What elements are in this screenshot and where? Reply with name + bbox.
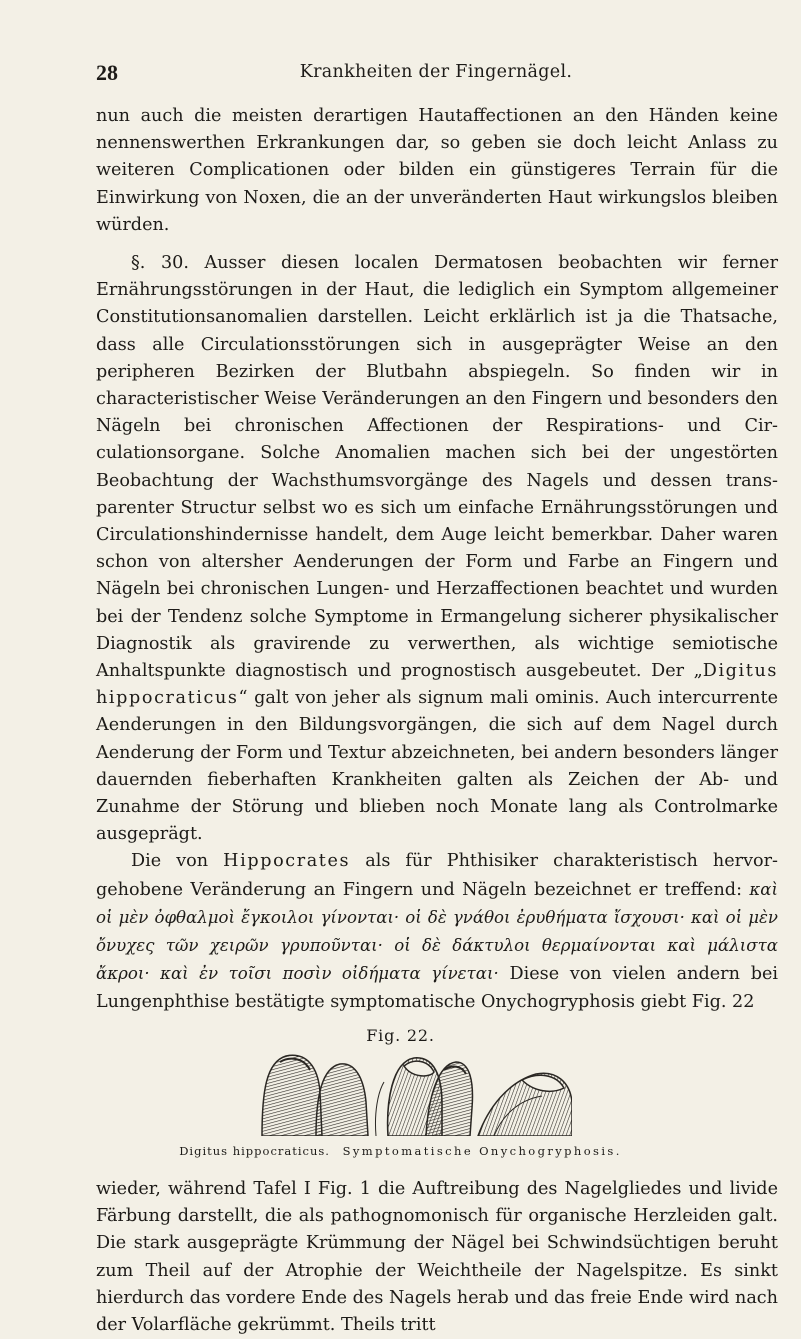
hippocrates-before: Die von <box>131 851 224 872</box>
main-text <box>96 103 778 1016</box>
figure-label: Fig. 22. <box>366 1026 435 1045</box>
caption-right: Symptomatische Onychogryphosis. <box>342 1144 622 1158</box>
digitus-after: “ galt von jeher als signum mali ominis. Auch intercurrente Aenderungen in den Bildungsvorgängen, die sich auf dem Nagel durch Aenderung der Form und Textur abzeichneten, bei andern besonders länger dauernden fieberhaften Krankheiten galten als Zeichen der Ab- und Zunahme der Störung und blieben noch Monate lang als Controlmarke ausgeprägt. <box>96 688 778 845</box>
hippocrates-name: Hippocrates <box>223 851 351 872</box>
hand-fingers-illustration <box>256 1052 572 1136</box>
paragraph-hippocrates <box>96 848 778 1015</box>
figure-caption <box>0 1144 801 1158</box>
running-title: Krankheiten der Fingernägel. <box>299 62 573 82</box>
running-head <box>96 58 776 88</box>
paragraph-intro: nun auch die meisten derartigen Hautaffectionen an den Händen keine nennenswerthen Erkrankungen dar, so geben sie doch leicht Anlass zu weiteren Complicationen oder bilden ein günstigeres Terrain für die Einwirkung von Noxen, die an der unveränderten Haut wirkungslos bleiben würden. <box>96 106 778 235</box>
paragraph-section-30 <box>96 250 778 848</box>
caption-left: Digitus hippocraticus. <box>179 1144 330 1158</box>
paragraph-closing: wieder, während Tafel I Fig. 1 die Auftreibung des Nagelgliedes und livide Färbung darstellt, die als pathognomonisch für organische Herzleiden galt. Die stark ausgeprägte Krümmung der Nägel bei Schwindsüchtigen beruht zum Theil auf der Atrophie der Weichtheile der Nagelspitze. Es sinkt hierdurch das vordere Ende des Nagels herab und das freie Ende wird nach der Volarfläche gekrümmt. Theils tritt <box>96 1179 778 1336</box>
page-number: 28 <box>96 60 118 85</box>
digitus-term: Digitus hippocraticus <box>96 661 779 709</box>
digitus-before: Der „ <box>651 661 703 682</box>
continuation-text <box>96 1176 778 1339</box>
hippocrates-after: Diese von vielen andern bei Lungenphthise bestätigte symptomatische Onychogryphosis giebt Fig. 22 <box>96 964 779 1012</box>
greek-quotation: καὶ οἱ μὲν ὀφθαλμοὶ ἔγκοιλοι γίνονται· οἱ δὲ γνάθοι ἐρυθήματα ἴσχουσι· καὶ οἱ μὲν ὄνυχες τῶν χειρῶν γρυποῦνται· οἱ δὲ δάκτυλοι θερμαίνονται καὶ μάλιστα ἄκροι· καὶ ἐν τοῖσι ποσὶν οἰδήματα γίνεται· <box>96 879 778 984</box>
section-30-text: §. 30. Ausser diesen localen Dermatosen beobachten wir ferner Ernährungsstörungen in der Haut, die lediglich ein Symptom allgemeiner Constitutionsanomalien darstellen. Leicht erklärlich ist ja die Thatsache, dass alle Circulationsstörungen sich in ausgeprägter Weise an den peripheren Bezirken der Blutbahn abspiegeln. So finden wir in characteristischer Weise Veränderungen an den Fingern und besonders den Nägeln bei chronischen Affectionen der Respirations- und Circulationsorgane. Solche Anomalien machen sich bei der ungestörten Beobachtung der Wachsthumsvorgänge des Nagels und dessen transparenter Structur selbst wo es sich um einfache Ernährungsstörungen und Circulationshindernisse handelt, dem Auge leicht bemerkbar. Daher waren schon von altersher Aenderungen der Form und Farbe an Fingern und Nägeln bei chronischen Lungen- und Herzaffectionen beachtet und wurden bei der Tendenz solche Symptome in Ermangelung sicherer physikalischer Diagnostik als gravirende zu verwerthen, als wichtige semiotische Anhaltspunkte diagnostisch und prognostisch ausgebeutet. <box>96 253 778 682</box>
hippocrates-middle: als für Phthisiker charakteristisch hervorgehobene Veränderung an Fingern und Nägeln bezeichnet er treffend: <box>96 851 778 900</box>
